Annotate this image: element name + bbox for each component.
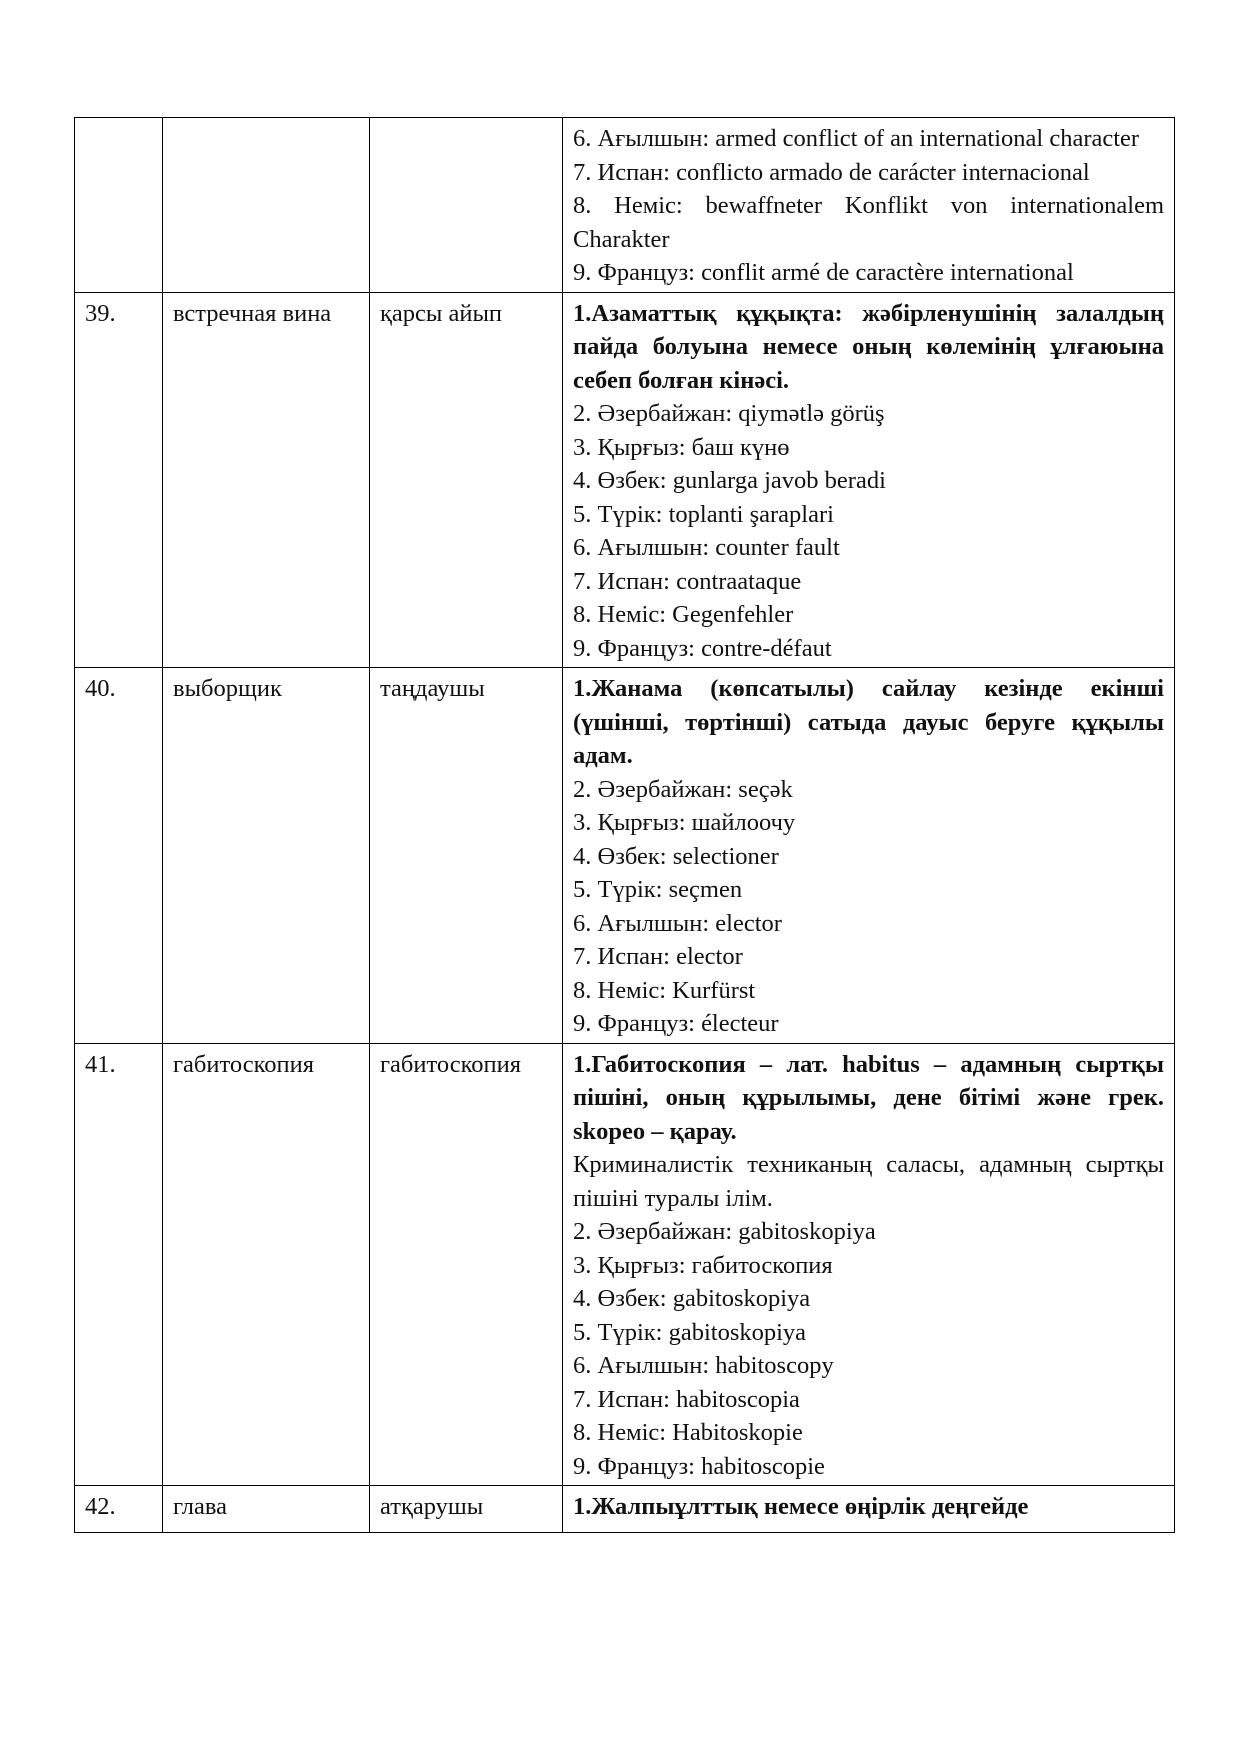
definition-text <box>573 297 1164 666</box>
definition-lead: 1.Азаматтық құқықта: жәбірленушінің залалдың пайда болуына немесе оның көлемінің ұлғаюына себеп болған кінәсі. <box>573 299 1164 394</box>
translation-line: 6. Ағылшын: habitoscopy <box>573 1352 834 1379</box>
translation-line: 8. Неміс: Kurfürst <box>573 976 756 1004</box>
translation-line: 3. Қырғыз: габитоскопия <box>573 1251 833 1279</box>
translation-line: 7. Испан: contraataque <box>573 567 802 595</box>
translation-line: 7. Испан: elector <box>573 943 743 970</box>
translation-line: 6. Ағылшын: armed conflict of an international character <box>573 125 1140 152</box>
table-row <box>75 292 1175 668</box>
table-row <box>75 118 1175 293</box>
translation-line: 8. Неміс: Gegenfehler <box>573 601 794 628</box>
translation-line: 8. Неміс: Habitoskopie <box>573 1419 803 1446</box>
term-kazakh: габитоскопия <box>370 1043 563 1486</box>
term-russian: выборщик <box>163 668 370 1044</box>
translation-line: 2. Әзербайжан: gabitoskopiya <box>573 1218 876 1245</box>
term-definition <box>563 118 1175 293</box>
term-russian <box>163 118 370 293</box>
translation-line: 9. Француз: contre-défaut <box>573 634 832 662</box>
translation-line: 5. Түрік: gabitoskopiya <box>573 1318 807 1346</box>
translation-line: 4. Өзбек: gabitoskopiya <box>573 1285 811 1312</box>
translation-line: Криминалистік техниканың саласы, адамның сыртқы пішіні туралы ілім. <box>573 1151 1164 1212</box>
term-definition <box>563 292 1175 668</box>
definition-text <box>573 1490 1164 1524</box>
table-row <box>75 668 1175 1044</box>
translation-line: 2. Әзербайжан: seçək <box>573 775 793 803</box>
definition-text <box>573 122 1164 290</box>
translation-line: 7. Испан: conflicto armado de carácter internacional <box>573 158 1090 186</box>
translation-line: 6. Ағылшын: counter fault <box>573 534 840 561</box>
term-russian: габитоскопия <box>163 1043 370 1486</box>
translation-line: 4. Өзбек: gunlarga javob beradi <box>573 467 886 494</box>
translation-line: 2. Әзербайжан: qiymətlə görüş <box>573 400 885 427</box>
translation-line: 9. Француз: conflit armé de caractère international <box>573 259 1074 286</box>
definition-text <box>573 1048 1164 1484</box>
term-definition <box>563 668 1175 1044</box>
translation-line: 3. Қырғыз: баш күнө <box>573 433 790 461</box>
term-number: 41. <box>75 1043 163 1486</box>
term-kazakh: атқарушы <box>370 1486 563 1533</box>
definition-lead: 1.Жанама (көпсатылы) сайлау кезінде екінші (үшінші, төртінші) сатыда дауыс беруге құқылы адам. <box>573 675 1164 769</box>
translation-line: 8. Неміс: bewaffneter Konflikt von internationalem Charakter <box>573 192 1164 253</box>
translation-line: 4. Өзбек: selectioner <box>573 842 779 870</box>
translation-line: 3. Қырғыз: шайлоочу <box>573 809 796 836</box>
term-kazakh: таңдаушы <box>370 668 563 1044</box>
definition-text <box>573 672 1164 1041</box>
term-russian: глава <box>163 1486 370 1533</box>
translation-line: 5. Түрік: toplanti şaraplari <box>573 500 834 528</box>
translation-line: 7. Испан: habitoscopia <box>573 1385 800 1413</box>
glossary-table <box>74 117 1175 1533</box>
term-definition <box>563 1043 1175 1486</box>
term-kazakh <box>370 118 563 293</box>
table-row <box>75 1486 1175 1533</box>
term-number: 40. <box>75 668 163 1044</box>
term-kazakh: қарсы айып <box>370 292 563 668</box>
translation-line: 6. Ағылшын: elector <box>573 909 782 937</box>
table-row <box>75 1043 1175 1486</box>
term-number <box>75 118 163 293</box>
term-definition <box>563 1486 1175 1533</box>
definition-lead: 1.Габитоскопия – лат. habitus – адамның сыртқы пішіні, оның құрылымы, дене бітімі және грек. skopeo – қарау. <box>573 1050 1164 1145</box>
translation-line: 5. Түрік: seçmen <box>573 876 743 903</box>
term-number: 42. <box>75 1486 163 1533</box>
translation-line: 9. Француз: électeur <box>573 1010 779 1037</box>
term-russian: встречная вина <box>163 292 370 668</box>
glossary-body <box>75 118 1175 1533</box>
translation-line: 9. Француз: habitoscopie <box>573 1452 825 1480</box>
definition-lead: 1.Жалпыұлттық немесе өңірлік деңгейде <box>573 1493 1029 1520</box>
term-number: 39. <box>75 292 163 668</box>
